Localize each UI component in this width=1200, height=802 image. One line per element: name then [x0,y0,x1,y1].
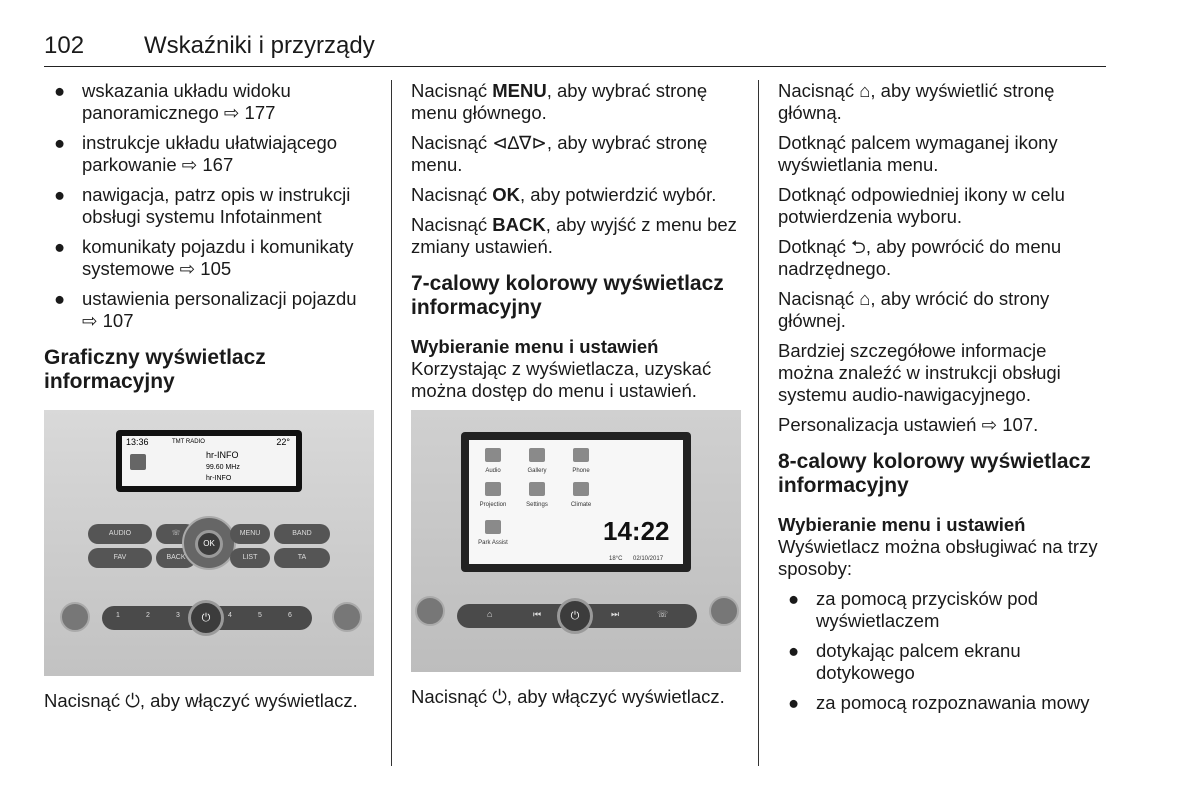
projection-icon [485,482,501,496]
figure-caption: Nacisnąć ⏻, aby włączyć wyświetlacz. [411,686,725,707]
settings-icon [529,482,545,496]
paragraph: Bardziej szczegółowe informacje można znaleźć w instrukcji obsługi systemu audio-nawigacyjnego. [778,340,1061,405]
section-heading: 7-calowy kolorowy wyświetlacz informacyjny [411,272,724,319]
tile-gallery[interactable]: Gallery [517,448,557,477]
list-item: ● za pomocą przycisków pod wyświetlaczem [788,588,1039,631]
bullet-dot: ● [788,640,800,661]
tile-audio[interactable]: Audio [473,448,513,477]
list-item: ● ustawienia personalizacji pojazdu ⇨ 107 [54,288,357,331]
climate-icon [573,482,589,496]
paragraph: Nacisnąć OK, aby potwierdzić wybór. [411,184,717,205]
band-button[interactable]: BAND [274,524,330,544]
bullet-dot: ● [54,80,66,101]
lcd-screen: 13:36 TMT RADIO 22° hr-INFO 99.60 MHz hr-INFO [122,436,296,486]
section-heading: 8-calowy kolorowy wyświetlacz informacyjny [778,450,1091,497]
fav-button[interactable]: FAV [88,548,152,568]
tile-phone[interactable]: Phone [561,448,601,477]
phone-button[interactable]: ☏ [156,524,196,544]
phone-icon[interactable]: ☏ [657,609,669,619]
display-bezel [116,430,302,492]
ok-button[interactable]: OK [195,530,223,558]
list-item: ● dotykając palcem ekranu dotykowego [788,640,1021,683]
home-icon[interactable]: ⌂ [487,609,493,619]
phone-icon [573,448,589,462]
page-header [44,32,1106,67]
column-middle [411,80,741,716]
hazard-button[interactable] [415,596,445,626]
list-item: ● instrukcje układu ułatwiającego parkowanie ⇨ 167 [54,132,338,175]
preset-strip: 1 2 3 4 5 6 [102,606,312,630]
bullet-dot: ● [788,588,800,609]
audio-icon [485,448,501,462]
menu-button[interactable]: MENU [230,524,270,544]
paragraph: Korzystając z wyświetlacza, uzyskać można dostęp do menu i ustawień. [411,358,712,401]
section-heading: Graficzny wyświetlacz informacyjny [44,346,266,393]
park-assist-icon [485,520,501,534]
bullet-dot: ● [54,288,66,309]
audio-button[interactable]: AUDIO [88,524,152,544]
chapter-title: Wskaźniki i przyrządy [144,32,375,59]
clock: 14:22 [603,516,670,546]
bullet-dot: ● [788,692,800,713]
bullet-dot: ● [54,184,66,205]
paragraph: Nacisnąć BACK, aby wyjść z menu bez zmiany ustawień. [411,214,737,257]
paragraph: Nacisnąć MENU, aby wybrać stronę menu głównego. [411,80,708,123]
power-knob[interactable]: ⏻ [188,600,224,636]
list-item: ● za pomocą rozpoznawania mowy [788,692,1090,713]
eject-button[interactable] [332,602,362,632]
bullet-list [778,588,1098,714]
seven-inch-display-figure [411,410,741,672]
paragraph: Nacisnąć ⊲∆∇⊳, aby wybrać stronę menu. [411,132,708,175]
list-item: ● komunikaty pojazdu i komunikaty systemowe ⇨ 105 [54,236,354,279]
hazard-button[interactable] [60,602,90,632]
display-bezel [461,432,691,572]
paragraph: Nacisnąć ⌂, aby wyświetlić stronę główną. [778,80,1055,123]
figure-caption: Nacisnąć ⏻, aby włączyć wyświetlacz. [44,690,358,711]
subsection-heading: Wybieranie menu i ustawień [778,514,1026,535]
tile-projection[interactable]: Projection [473,482,513,511]
paragraph: Wyświetlacz można obsługiwać na trzy sposoby: [778,536,1098,579]
tile-park-assist[interactable]: Park Assist [473,520,513,549]
list-item: ● nawigacja, patrz opis w instrukcji obsługi systemu Infotainment [54,184,351,227]
column-right [778,80,1098,722]
list-button[interactable]: LIST [230,548,270,568]
paragraph: Personalizacja ustawień ⇨ 107. [778,414,1039,435]
tile-settings[interactable]: Settings [517,482,557,511]
tile-climate[interactable]: Climate [561,482,601,511]
touch-screen [469,440,683,564]
temperature: 18°C [609,556,623,562]
paragraph: Nacisnąć ⌂, aby wrócić do strony głównej. [778,288,1050,331]
date: 02/10/2017 [633,556,664,562]
graphic-display-figure [44,410,374,676]
next-icon[interactable]: ⏭ [611,609,620,619]
paragraph: Dotknąć palcem wymaganej ikony wyświetlania menu. [778,132,1058,175]
power-knob[interactable]: ⏻ [557,598,593,634]
back-button[interactable]: BACK [156,548,196,568]
list-item: ● wskazania układu widoku panoramicznego ⇨ 177 [54,80,291,123]
radio-icon [130,454,146,470]
ta-button[interactable]: TA [274,548,330,568]
column-left [44,80,376,720]
subsection-heading: Wybieranie menu i ustawień [411,336,659,357]
bullet-dot: ● [54,236,66,257]
paragraph: Dotknąć ⮌, aby powrócić do menu nadrzędnego. [778,236,1062,279]
gallery-icon [529,448,545,462]
bullet-dot: ● [54,132,66,153]
previous-icon[interactable]: ⏮ [533,609,542,619]
paragraph: Dotknąć odpowiedniej ikony w celu potwierdzenia wyboru. [778,184,1065,227]
column-divider [391,80,392,766]
column-divider [758,80,759,766]
page-number: 102 [44,32,85,59]
eject-button[interactable] [709,596,739,626]
bullet-list [44,80,376,332]
